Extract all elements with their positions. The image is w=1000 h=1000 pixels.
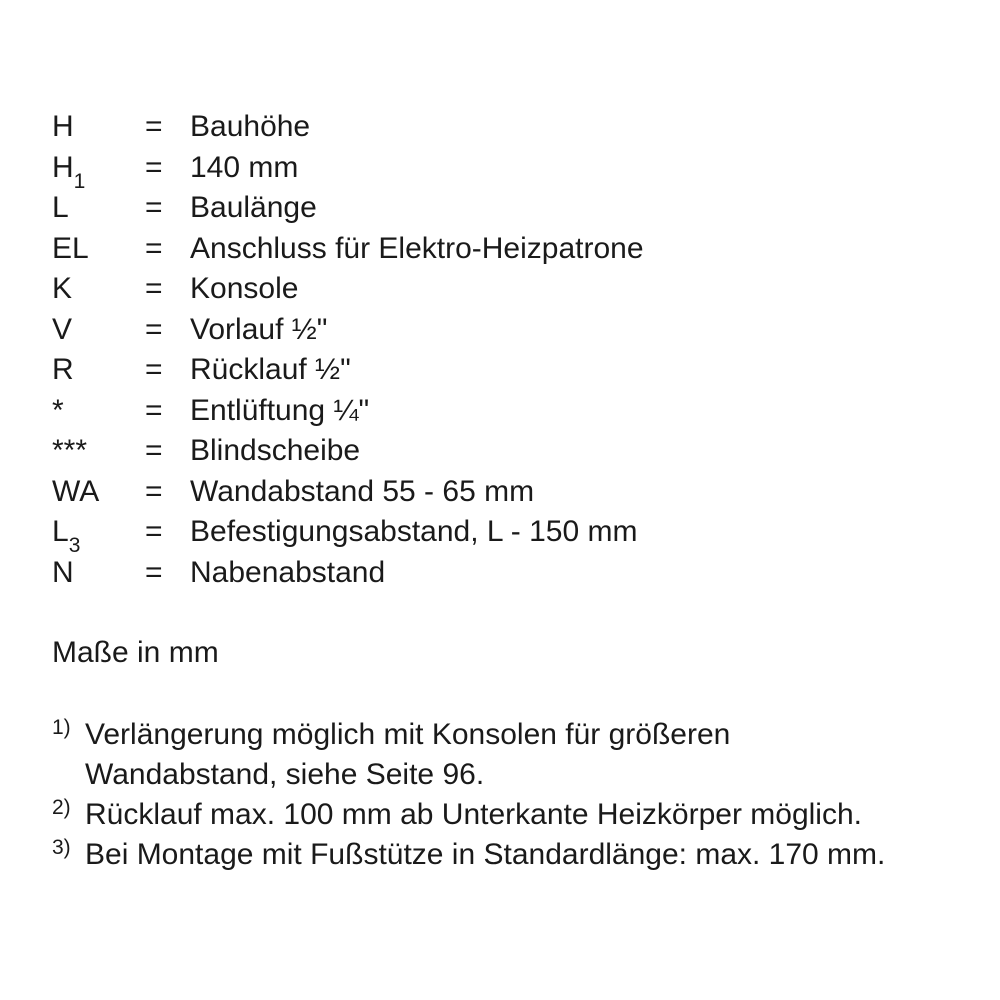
legend-definition: 140 mm [190, 150, 299, 184]
equals-sign: = [145, 191, 163, 224]
symbol-text: N [52, 555, 74, 589]
footnote-3 [52, 835, 970, 875]
legend-definition: Nabenabstand [190, 555, 386, 589]
footnote-marker: 2) [52, 795, 71, 819]
symbol-text: H [52, 110, 74, 143]
footnotes [52, 715, 970, 875]
footnote-text: Bei Montage mit Fußstütze in Standardlänge: max. 170 mm. [85, 837, 886, 871]
equals-sign: = [145, 110, 163, 143]
equals-sign: = [145, 515, 163, 548]
legend-symbol [52, 310, 145, 351]
equals-sign: = [145, 434, 163, 467]
abbreviation-legend [52, 107, 970, 593]
legend-definition: Blindscheibe [190, 434, 361, 467]
footnote-text: Verlängerung möglich mit Konsolen für größeren Wandabstand, siehe Seite 96. [85, 717, 731, 791]
legend-row-triple-asterisk [52, 431, 970, 472]
legend-row-v [52, 310, 970, 351]
legend-symbol [52, 431, 145, 472]
legend-row-wa [52, 472, 970, 513]
legend-symbol [52, 512, 145, 557]
symbol-text: WA [52, 474, 100, 508]
equals-sign: = [145, 312, 163, 346]
legend-definition: Konsole [190, 272, 299, 305]
legend-row-r [52, 350, 970, 391]
symbol-text: R [52, 353, 74, 386]
legend-symbol [52, 350, 145, 391]
legend-symbol [52, 148, 145, 193]
footnote-2 [52, 795, 970, 835]
legend-row-k [52, 269, 970, 310]
legend-definition: Rücklauf ½" [190, 353, 351, 386]
legend-symbol [52, 107, 145, 148]
equals-sign: = [145, 272, 163, 305]
symbol-subscript: 3 [68, 534, 81, 557]
legend-definition: Bauhöhe [190, 110, 311, 143]
equals-sign: = [145, 231, 163, 265]
symbol-text: L [52, 191, 69, 224]
legend-definition: Befestigungsabstand, L - 150 mm [190, 515, 638, 548]
units-note: Maße in mm [52, 636, 219, 669]
symbol-text: V [52, 312, 73, 346]
legend-row-el [52, 229, 970, 270]
legend-symbol [52, 188, 145, 229]
legend-row-h [52, 107, 970, 148]
equals-sign: = [145, 393, 163, 427]
symbol-subscript: 1 [73, 169, 86, 193]
legend-symbol [52, 229, 145, 270]
legend-symbol [52, 269, 145, 310]
symbol-text: L [52, 515, 69, 548]
legend-symbol [52, 391, 145, 432]
symbol-text: *** [52, 434, 88, 467]
legend-definition: Anschluss für Elektro-Heizpatrone [190, 231, 644, 265]
symbol-text: K [52, 272, 73, 305]
equals-sign: = [145, 555, 163, 589]
equals-sign: = [145, 474, 163, 508]
equals-sign: = [145, 353, 163, 386]
footnote-marker: 3) [52, 835, 71, 859]
footnote-text: Rücklauf max. 100 mm ab Unterkante Heizkörper möglich. [85, 797, 862, 831]
legend-row-n [52, 553, 970, 594]
footnote-1 [52, 715, 970, 795]
symbol-text: * [52, 393, 64, 427]
legend-symbol [52, 553, 145, 594]
equals-sign: = [145, 150, 163, 184]
legend-definition: Entlüftung ¼" [190, 393, 370, 427]
legend-row-l3 [52, 512, 970, 557]
legend-definition: Wandabstand 55 - 65 mm [190, 474, 535, 508]
symbol-text: EL [52, 231, 89, 265]
legend-definition: Vorlauf ½" [190, 312, 328, 346]
symbol-text: H [52, 150, 74, 184]
legend-row-l [52, 188, 970, 229]
legend-definition: Baulänge [190, 191, 317, 224]
legend-row-h1 [52, 148, 970, 193]
footnote-marker: 1) [52, 715, 71, 739]
legend-row-asterisk [52, 391, 970, 432]
legend-symbol [52, 472, 145, 513]
